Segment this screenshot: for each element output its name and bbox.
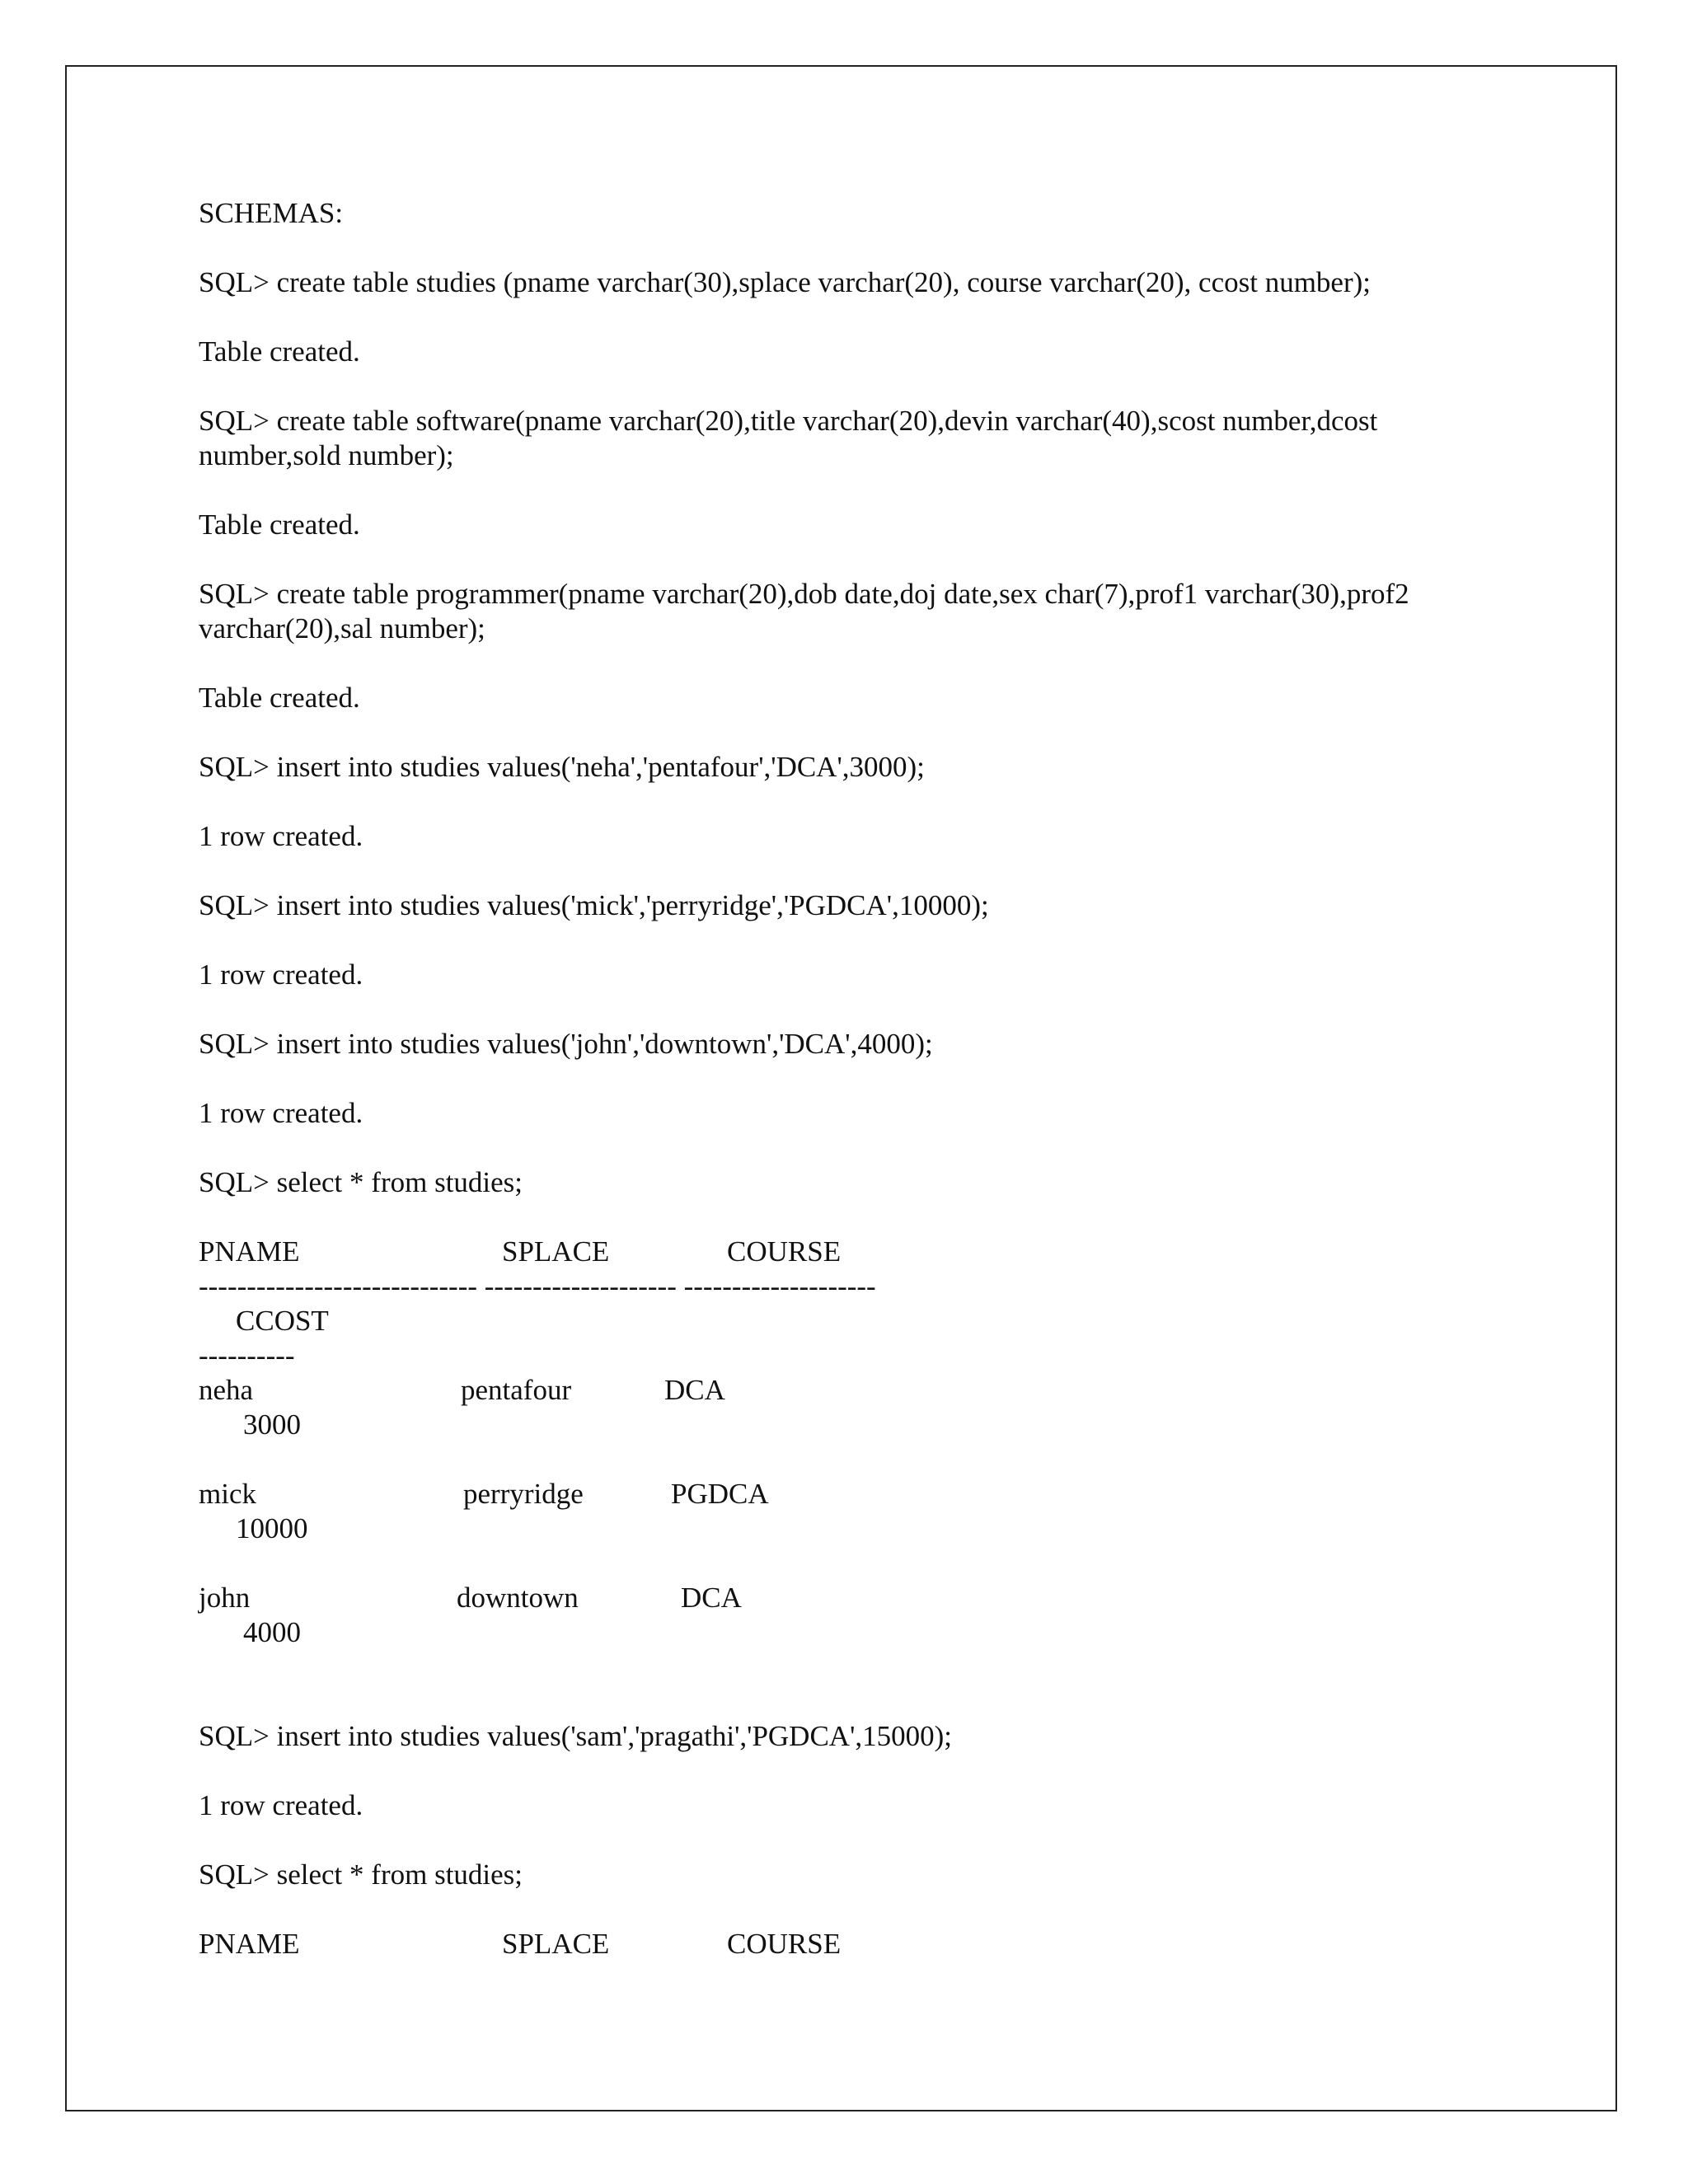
result-header-row bbox=[199, 1304, 1534, 1338]
column-header-pname: PNAME bbox=[199, 1928, 300, 1960]
result-header-row bbox=[199, 1927, 1534, 1961]
create-programmer-statement-line-1: SQL> create table programmer(pname varchar(20),dob date,doj date,sex char(7),prof1 varchar(30),prof2 bbox=[199, 578, 1409, 610]
create-studies-statement: SQL> create table studies (pname varchar(30),splace varchar(20), course varchar(20), ccost number); bbox=[199, 266, 1371, 298]
cell-splace: perryridge bbox=[463, 1478, 584, 1510]
create-programmer-statement-line-2: varchar(20),sal number); bbox=[199, 612, 485, 644]
document-body bbox=[199, 196, 1534, 1961]
result-header-row bbox=[199, 1235, 1534, 1269]
create-software-statement-line-1: SQL> create table software(pname varchar(20),title varchar(20),devin varchar(40),scost number,dcost bbox=[199, 405, 1378, 437]
cell-splace: downtown bbox=[457, 1582, 579, 1614]
column-header-course: COURSE bbox=[727, 1235, 842, 1268]
row-created-message: 1 row created. bbox=[199, 820, 363, 852]
column-header-course: COURSE bbox=[727, 1928, 842, 1960]
cell-course: PGDCA bbox=[671, 1478, 769, 1510]
table-row-continued bbox=[199, 1408, 1534, 1442]
schemas-heading: SCHEMAS: bbox=[199, 197, 344, 229]
cell-ccost: 10000 bbox=[236, 1512, 308, 1544]
column-header-ccost: CCOST bbox=[236, 1305, 329, 1337]
column-header-splace: SPLACE bbox=[502, 1235, 610, 1268]
cell-course: DCA bbox=[664, 1374, 725, 1406]
cell-pname: mick bbox=[199, 1478, 256, 1510]
column-header-pname: PNAME bbox=[199, 1235, 300, 1268]
select-statement: SQL> select * from studies; bbox=[199, 1858, 523, 1891]
table-row bbox=[199, 1581, 1534, 1615]
result-separator: ---------- bbox=[199, 1339, 295, 1371]
create-software-statement-line-2: number,sold number); bbox=[199, 439, 454, 471]
cell-splace: pentafour bbox=[461, 1374, 572, 1406]
result-separator: ----------------------------- -------------------- -------------------- bbox=[199, 1270, 876, 1302]
table-row-continued bbox=[199, 1615, 1534, 1650]
table-created-message: Table created. bbox=[199, 682, 360, 714]
cell-ccost: 4000 bbox=[243, 1616, 301, 1648]
table-created-message: Table created. bbox=[199, 509, 360, 541]
table-created-message: Table created. bbox=[199, 335, 360, 368]
insert-sam-statement: SQL> insert into studies values('sam','pragathi','PGDCA',15000); bbox=[199, 1720, 953, 1752]
cell-pname: neha bbox=[199, 1374, 254, 1406]
row-created-message: 1 row created. bbox=[199, 1097, 363, 1129]
cell-ccost: 3000 bbox=[243, 1408, 301, 1441]
insert-neha-statement: SQL> insert into studies values('neha','pentafour','DCA',3000); bbox=[199, 751, 925, 783]
cell-course: DCA bbox=[681, 1582, 742, 1614]
column-header-splace: SPLACE bbox=[502, 1928, 610, 1960]
insert-john-statement: SQL> insert into studies values('john','downtown','DCA',4000); bbox=[199, 1028, 933, 1060]
insert-mick-statement: SQL> insert into studies values('mick','perryridge','PGDCA',10000); bbox=[199, 889, 989, 921]
table-row bbox=[199, 1373, 1534, 1408]
row-created-message: 1 row created. bbox=[199, 958, 363, 991]
row-created-message: 1 row created. bbox=[199, 1789, 363, 1821]
cell-pname: john bbox=[199, 1582, 251, 1614]
table-row-continued bbox=[199, 1511, 1534, 1546]
table-row bbox=[199, 1477, 1534, 1511]
select-statement: SQL> select * from studies; bbox=[199, 1166, 523, 1198]
